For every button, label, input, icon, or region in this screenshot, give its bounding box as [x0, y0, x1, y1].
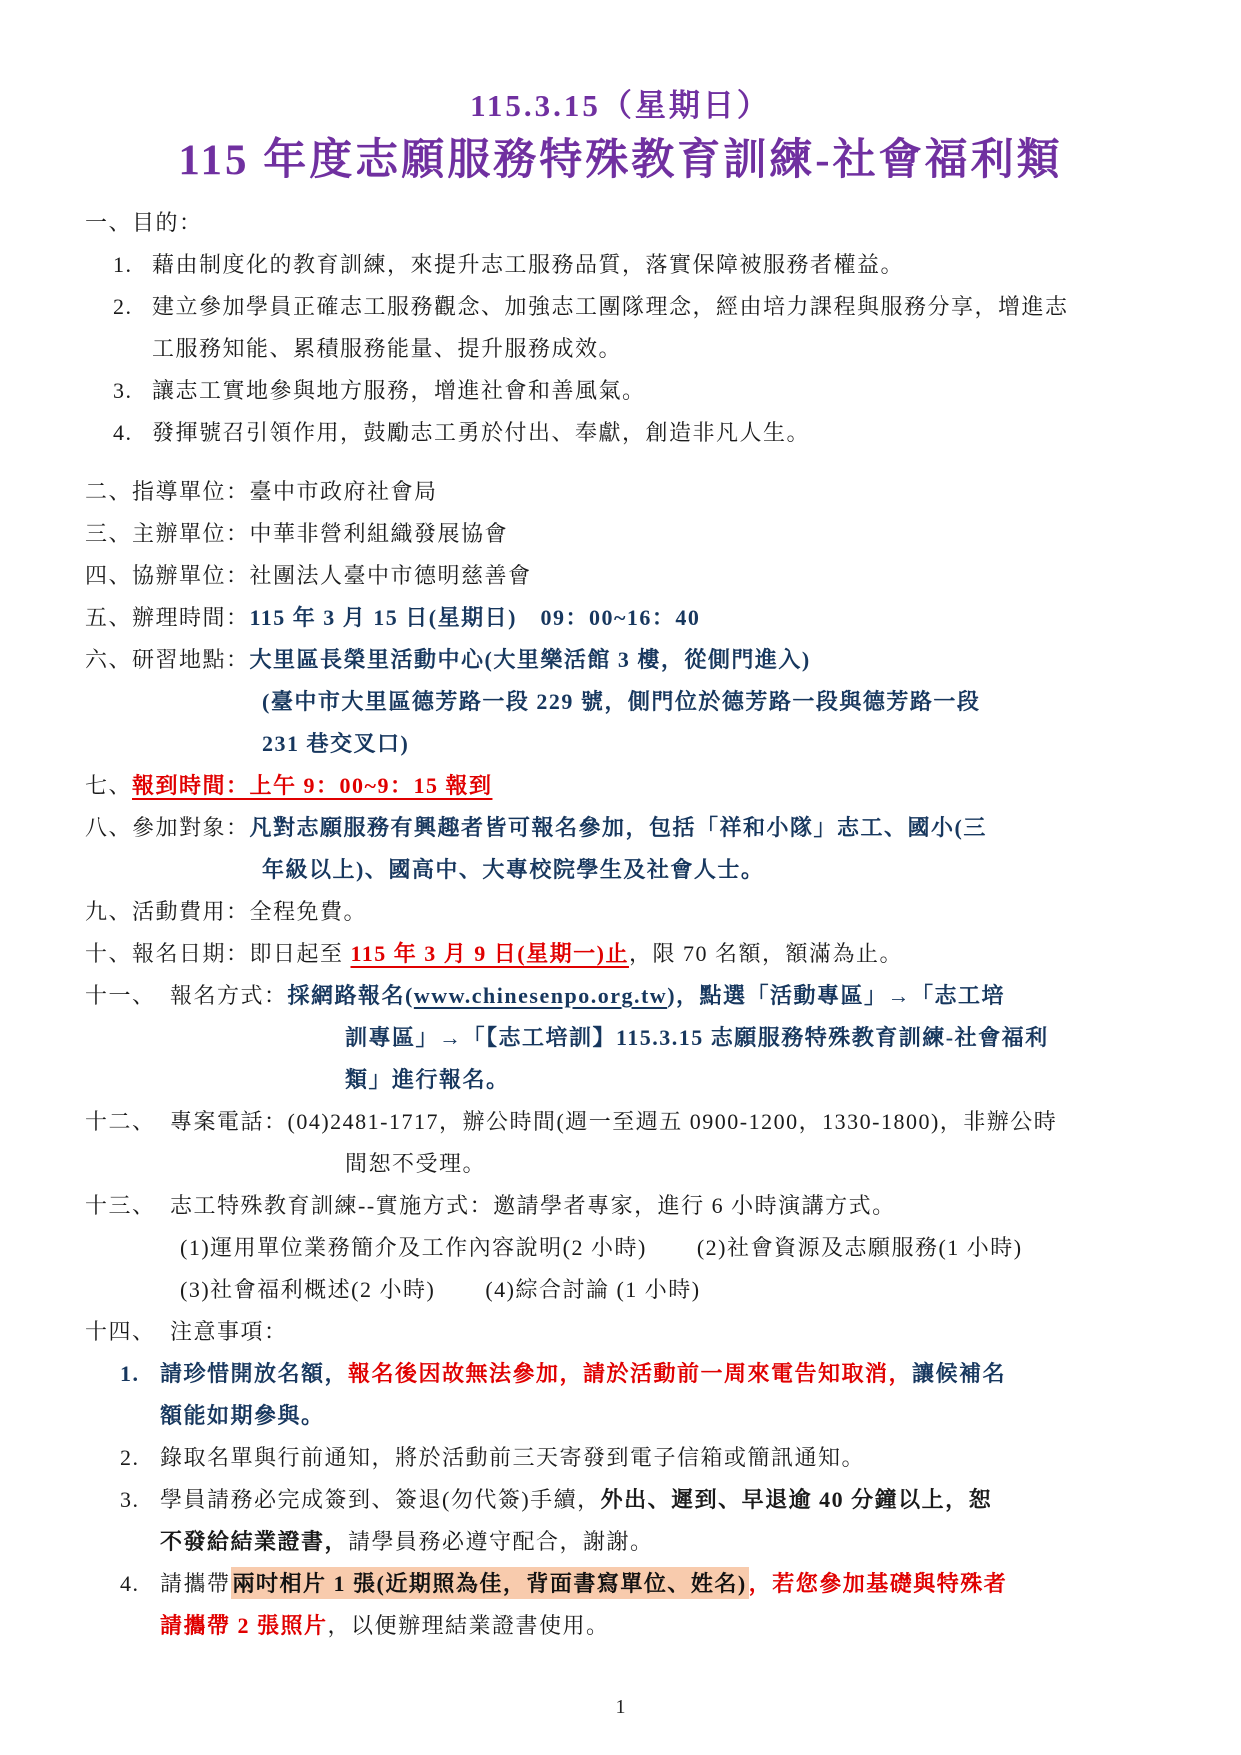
text-segment: 讓候補名 — [912, 1361, 1007, 1386]
text-segment: 若您參加基礎與特殊者 — [772, 1571, 1008, 1596]
text-segment: 四、協辦單位：社團法人臺中市德明慈善會 — [85, 563, 532, 588]
text-segment: 2. — [113, 294, 133, 319]
text-segment: 3. — [120, 1487, 140, 1512]
text-segment: 115 年 3 月 15 日(星期日) 09：00~16：40 — [249, 605, 701, 630]
text-segment: 外出、遲到、早退逾 40 分鐘以上，恕 — [600, 1487, 993, 1512]
text-segment: 115 年 3 月 9 日(星期一)止 — [350, 941, 629, 966]
text-segment: 十二、 — [85, 1109, 156, 1134]
date-heading: 115.3.15（星期日） — [470, 88, 771, 123]
doc-line — [0, 1017, 1241, 1059]
text-segment: 藉由制度化的教育訓練，來提升志工服務品質，落實保障被服務者權益。 — [152, 252, 905, 277]
text-segment: 報名方式： — [170, 983, 288, 1008]
doc-line — [0, 1605, 1241, 1647]
text-segment: 採網路報名( — [287, 983, 414, 1008]
text-segment: 大里區長榮里活動中心(大里樂活館 3 樓，從側門進入) — [249, 647, 811, 672]
text-segment: (3)社會福利概述(2 小時) — [180, 1277, 436, 1302]
text-segment: 五、辦理時間： — [85, 605, 250, 630]
text-segment: (2)社會資源及志願服務(1 小時) — [696, 1235, 1023, 1260]
text-segment: 八、參加對象： — [85, 815, 250, 840]
doc-line — [0, 471, 1241, 513]
text-segment: 231 巷交叉口) — [262, 731, 410, 756]
text-segment: 十、報名日期：即日起至 — [85, 941, 351, 966]
doc-line — [0, 807, 1241, 849]
text-segment: )，點選「活動專區」→「志工培 — [667, 983, 1006, 1008]
text-segment: 訓專區」→「【志工培訓】115.3.15 志願服務特殊教育訓練-社會福利 — [345, 1025, 1049, 1050]
text-segment: 1. — [120, 1361, 140, 1386]
doc-line — [0, 639, 1241, 681]
text-segment: 請攜帶 — [160, 1571, 231, 1596]
document-body — [0, 202, 1241, 1647]
doc-line — [0, 1101, 1241, 1143]
text-segment: 凡對志願服務有興趣者皆可報名參加，包括「祥和小隊」志工、國小(三 — [249, 815, 987, 840]
doc-line — [0, 1311, 1241, 1353]
text-segment: 讓志工實地參與地方服務，增進社會和善風氣。 — [152, 378, 646, 403]
text-segment: 一、目的： — [85, 210, 203, 235]
text-segment: 六、研習地點： — [85, 647, 250, 672]
text-segment: 二、指導單位：臺中市政府社會局 — [85, 479, 438, 504]
text-segment: 3. — [113, 378, 133, 403]
text-segment: 專案電話：(04)2481-1717，辦公時間(週一至週五 0900-1200，1330-1800)，非辦公時 — [170, 1109, 1058, 1134]
text-segment: 十四、 — [85, 1319, 156, 1344]
doc-line — [0, 244, 1241, 286]
text-segment: 請學員務必遵守配合，謝謝。 — [348, 1529, 654, 1554]
doc-line — [0, 286, 1241, 328]
doc-line — [0, 1437, 1241, 1479]
doc-line — [0, 849, 1241, 891]
text-segment: 年級以上)、國高中、大專校院學生及社會人士。 — [262, 857, 765, 882]
text-segment: 不發給結業證書， — [160, 1529, 349, 1554]
doc-line — [0, 1521, 1241, 1563]
doc-line — [0, 1353, 1241, 1395]
doc-line — [0, 555, 1241, 597]
doc-line — [0, 202, 1241, 244]
doc-line — [0, 723, 1241, 765]
doc-line — [0, 412, 1241, 454]
doc-line — [0, 1143, 1241, 1185]
doc-line — [0, 1395, 1241, 1437]
text-segment: 注意事項： — [170, 1319, 288, 1344]
text-segment: ， — [748, 1571, 773, 1596]
doc-line — [0, 681, 1241, 723]
text-segment: 類」進行報名。 — [345, 1067, 510, 1092]
text-segment: 十一、 — [85, 983, 156, 1008]
page-number: 1 — [615, 1696, 626, 1718]
text-segment: 錄取名單與行前通知，將於活動前三天寄發到電子信箱或簡訊通知。 — [160, 1445, 866, 1470]
text-segment: 兩吋相片 1 張(近期照為佳，背面書寫單位、姓名) — [231, 1567, 749, 1599]
text-segment: 報名後因故無法參加，請於活動前一周來電告知取消， — [348, 1361, 913, 1386]
doc-line — [0, 328, 1241, 370]
doc-line — [0, 597, 1241, 639]
doc-line — [0, 975, 1241, 1017]
text-segment: 2. — [120, 1445, 140, 1470]
text-segment: 4. — [113, 420, 133, 445]
text-segment: (4)綜合討論 (1 小時) — [485, 1277, 701, 1302]
doc-line — [0, 1479, 1241, 1521]
doc-line — [0, 1269, 1241, 1311]
text-segment: 十三、 — [85, 1193, 156, 1218]
doc-line — [0, 513, 1241, 555]
doc-line — [0, 891, 1241, 933]
text-segment: 請珍惜開放名額， — [160, 1361, 349, 1386]
text-segment: 工服務知能、累積服務能量、提升服務成效。 — [152, 336, 623, 361]
text-segment: 九、活動費用：全程免費。 — [85, 899, 368, 924]
text-segment: 請攜帶 2 張照片 — [160, 1613, 328, 1638]
text-segment: 額能如期參與。 — [160, 1403, 325, 1428]
page-title: 115 年度志願服務特殊教育訓練-社會福利類 — [178, 137, 1063, 184]
text-segment: 1. — [113, 252, 133, 277]
text-segment: 三、主辦單位：中華非營利組織發展協會 — [85, 521, 509, 546]
text-segment: 發揮號召引領作用，鼓勵志工勇於付出、奉獻，創造非凡人生。 — [152, 420, 811, 445]
text-segment: 七、 — [85, 773, 133, 798]
doc-line — [0, 370, 1241, 412]
registration-url: www.chinesenpo.org.tw — [413, 983, 668, 1008]
text-segment: 學員請務必完成簽到、簽退(勿代簽)手續， — [160, 1487, 601, 1512]
doc-line — [0, 1563, 1241, 1605]
text-segment: 4. — [120, 1571, 140, 1596]
text-segment: ，限 70 名額，額滿為止。 — [628, 941, 903, 966]
text-segment: (臺中市大里區德芳路一段 229 號，側門位於德芳路一段與德芳路一段 — [262, 689, 981, 714]
text-segment: (1)運用單位業務簡介及工作內容說明(2 小時) — [180, 1235, 647, 1260]
text-segment: 建立參加學員正確志工服務觀念、加強志工團隊理念，經由培力課程與服務分享，增進志 — [152, 294, 1069, 319]
text-segment: ，以便辦理結業證書使用。 — [327, 1613, 610, 1638]
text-segment: 報到時間：上午 9：00~9：15 報到 — [132, 773, 493, 798]
text-segment: 間恕不受理。 — [345, 1151, 487, 1176]
doc-line — [0, 933, 1241, 975]
doc-line — [0, 1059, 1241, 1101]
doc-line — [0, 1227, 1241, 1269]
doc-line — [0, 1185, 1241, 1227]
doc-line — [0, 765, 1241, 807]
text-segment: 志工特殊教育訓練--實施方式：邀請學者專家，進行 6 小時演講方式。 — [170, 1193, 896, 1218]
